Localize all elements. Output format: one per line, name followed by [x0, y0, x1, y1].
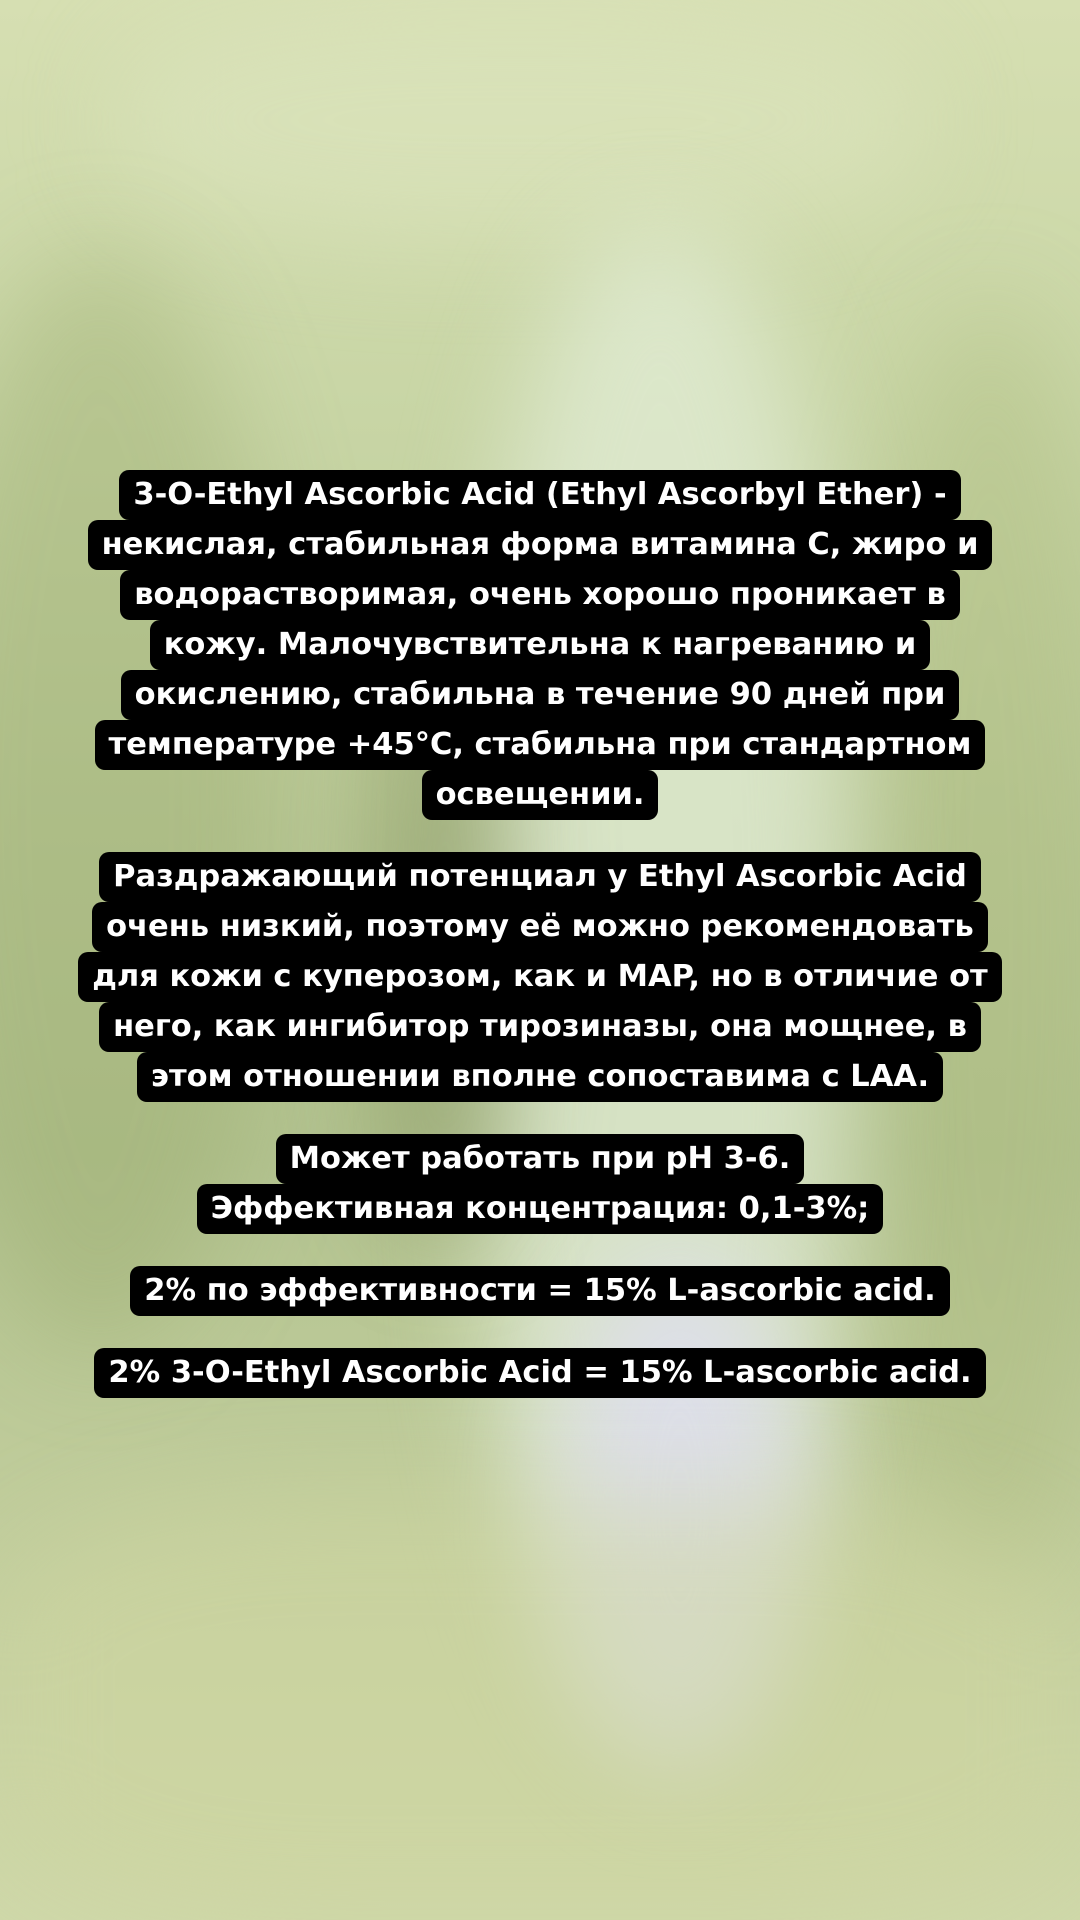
text-line: для кожи с куперозом, как и MAP, но в отличие от [78, 952, 1001, 1002]
text-line: Эффективная концентрация: 0,1-3%; [197, 1184, 884, 1234]
story-text-overlay [0, 470, 1080, 1398]
text-line: 2% 3-O-Ethyl Ascorbic Acid = 15% L-ascorbic acid. [94, 1348, 985, 1398]
text-line: освещении. [422, 770, 659, 820]
text-line: 3-O-Ethyl Ascorbic Acid (Ethyl Ascorbyl Ether) - [119, 470, 960, 520]
text-line: очень низкий, поэтому её можно рекомендовать [92, 902, 988, 952]
bg-light-top [120, 0, 920, 240]
text-line: него, как ингибитор тирозиназы, она мощнее, в [99, 1002, 981, 1052]
text-line: кожу. Малочувствительна к нагреванию и [150, 620, 931, 670]
bg-light-bottom [0, 1500, 1080, 1920]
text-line: окислению, стабильна в течение 90 дней при [121, 670, 960, 720]
text-line: Раздражающий потенциал у Ethyl Ascorbic Acid [99, 852, 981, 902]
paragraph-irritation [0, 852, 1080, 1102]
paragraph-ph-concentration [0, 1134, 1080, 1234]
paragraph-efficiency [0, 1266, 1080, 1316]
text-line: температуре +45°C, стабильна при стандартном [95, 720, 986, 770]
text-line: некислая, стабильная форма витамина С, жиро и [88, 520, 993, 570]
text-line: 2% по эффективности = 15% L-ascorbic acid. [130, 1266, 949, 1316]
text-line: Может работать при pH 3-6. [276, 1134, 805, 1184]
text-line: этом отношении вполне сопоставима с LAA. [137, 1052, 943, 1102]
paragraph-description [0, 470, 1080, 820]
text-line: водорастворимая, очень хорошо проникает в [120, 570, 960, 620]
paragraph-equivalence [0, 1348, 1080, 1398]
